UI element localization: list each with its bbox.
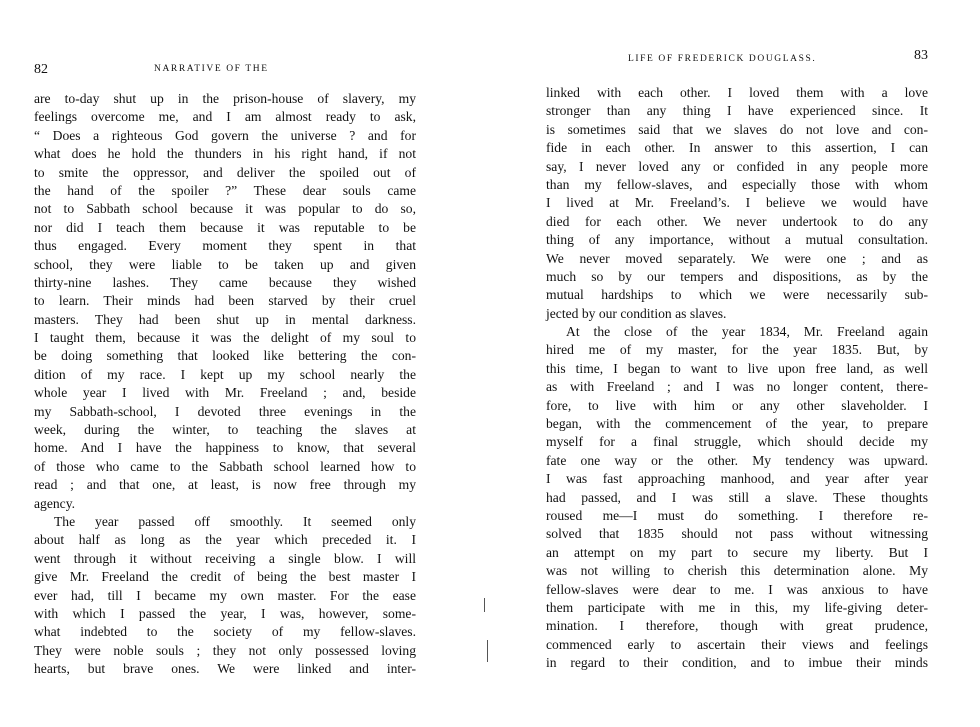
text-line: fellow-slaves were dear to me. I was anxious to have xyxy=(546,581,928,597)
right-page xyxy=(546,0,928,673)
right-page-body xyxy=(546,84,928,673)
text-line: I lived at Mr. Freeland’s. I believe we would have xyxy=(546,195,928,211)
left-page xyxy=(34,0,416,679)
text-line: them participate with me in this, my life-giving deter- xyxy=(546,599,928,615)
text-line: about half as long as the year which preceded it. I xyxy=(34,532,416,548)
text-line: is sometimes said that we slaves do not love and con- xyxy=(546,121,928,137)
text-line: stronger than any thing I have experienced since. It xyxy=(546,103,928,119)
left-page-body xyxy=(34,90,416,679)
text-line: in regard to their condition, and to imbue their minds xyxy=(546,655,928,671)
text-line: roused me—I must do something. I therefore re- xyxy=(546,507,928,523)
text-line: this time, I began to want to live upon free land, as well xyxy=(546,360,928,376)
text-line: to learn. Their minds had been starved by their cruel xyxy=(34,293,416,309)
text-line: linked with each other. I loved them with a love xyxy=(546,85,928,100)
text-line: “ Does a righteous God govern the universe ? and for xyxy=(34,127,416,143)
text-line: had passed, and I was still a slave. These thoughts xyxy=(546,489,928,505)
text-line: the hand of the spoiler ?” These dear souls came xyxy=(34,182,416,198)
text-line: much so by our tempers and dispositions, as by the xyxy=(546,268,928,284)
text-line: my Sabbath-school, I devoted three evenings in the xyxy=(34,403,416,419)
text-line: They were noble souls ; they not only possessed loving xyxy=(34,642,416,658)
text-line: are to-day shut up in the prison-house of slavery, my xyxy=(34,91,416,106)
text-line: began, with the commencement of the year, to prepare xyxy=(546,416,928,432)
text-line: give Mr. Freeland the credit of being the best master I xyxy=(34,569,416,585)
text-line: what indebted to the society of my fellow-slaves. xyxy=(34,624,416,640)
left-page-number: 82 xyxy=(34,62,48,77)
text-line: myself for a final struggle, which should decide my xyxy=(546,434,928,450)
text-line: ever had, till I became my own master. For the ease xyxy=(34,587,416,603)
text-line: fore, to live with him or any other slaveholder. I xyxy=(546,397,928,413)
text-line: read ; and that one, at least, is now free through my xyxy=(34,477,416,493)
text-line: to smite the oppressor, and deliver the spoiled out of xyxy=(34,164,416,180)
text-line: jected by our condition as slaves. xyxy=(546,305,727,321)
text-line: was not willing to cherish this determination alone. My xyxy=(546,563,928,579)
text-line: I taught them, because it was the delight of my soul to xyxy=(34,330,416,346)
text-line: week, during the winter, to teaching the slaves at xyxy=(34,422,416,438)
right-running-head: LIFE OF FREDERICK DOUGLASS. xyxy=(628,54,817,64)
text-line: hired me of my master, for the year 1835. But, by xyxy=(546,342,928,358)
text-line: mination. I therefore, though with great prudence, xyxy=(546,618,928,634)
text-line: than my fellow-slaves, and especially those with whom xyxy=(546,176,928,192)
text-line: I was fast approaching manhood, and year after year xyxy=(546,471,928,487)
right-page-number: 83 xyxy=(914,48,928,63)
text-line: fate one way or the other. My tendency was upward. xyxy=(546,452,928,468)
text-line: be doing something that looked like bettering the con- xyxy=(34,348,416,364)
text-line: what does he hold the thunders in his right hand, if not xyxy=(34,146,416,162)
text-line: feelings overcome me, and I am almost ready to ask, xyxy=(34,109,416,125)
text-line: agency. xyxy=(34,495,76,511)
left-page-header xyxy=(34,62,416,80)
text-line: thing of any importance, without a mutual consultation. xyxy=(546,232,928,248)
text-line: commenced early to ascertain their views and feelings xyxy=(546,636,928,652)
text-line: mutual hardships to which we were necessarily sub- xyxy=(546,287,928,303)
text-line: school, they were liable to be taken up and given xyxy=(34,256,416,272)
text-line: whole year I lived with Mr. Freeland ; and, beside xyxy=(34,385,416,401)
gutter-mark xyxy=(487,640,488,662)
text-line: At the close of the year 1834, Mr. Freeland again xyxy=(566,324,928,340)
gutter-mark xyxy=(484,598,485,612)
text-line: with which I passed the year, I was, however, some- xyxy=(34,605,416,621)
text-line: nor did I teach them because it was reputable to be xyxy=(34,219,416,235)
text-line: fide in each other. In answer to this assertion, I can xyxy=(546,140,928,156)
text-line: hearts, but brave ones. We were linked and inter- xyxy=(34,661,416,677)
text-line: not to Sabbath school because it was popular to do so, xyxy=(34,201,416,217)
text-line: home. And I have the happiness to know, that several xyxy=(34,440,416,456)
text-line: The year passed off smoothly. It seemed only xyxy=(54,513,416,529)
text-line: We never moved separately. We were one ; and as xyxy=(546,250,928,266)
text-line: masters. They had been shut up in mental darkness. xyxy=(34,311,416,327)
left-running-head: NARRATIVE OF THE xyxy=(154,64,269,74)
text-line: dition of my race. I kept up my school nearly the xyxy=(34,366,416,382)
text-line: of those who came to the Sabbath school learned how to xyxy=(34,458,416,474)
text-line: went through it without receiving a single blow. I will xyxy=(34,550,416,566)
text-line: as with Freeland ; and I was no longer content, there- xyxy=(546,379,928,395)
text-line: died for each other. We never undertook to do any xyxy=(546,213,928,229)
text-line: say, I never loved any or confided in any people more xyxy=(546,158,928,174)
right-page-header xyxy=(546,48,928,70)
text-line: solved that 1835 should not pass without witnessing xyxy=(546,526,928,542)
text-line: thus engaged. Every moment they spent in that xyxy=(34,238,416,254)
text-line: thirty-nine lashes. They came because they wished xyxy=(34,274,416,290)
text-line: an attempt on my part to secure my liberty. But I xyxy=(546,544,928,560)
